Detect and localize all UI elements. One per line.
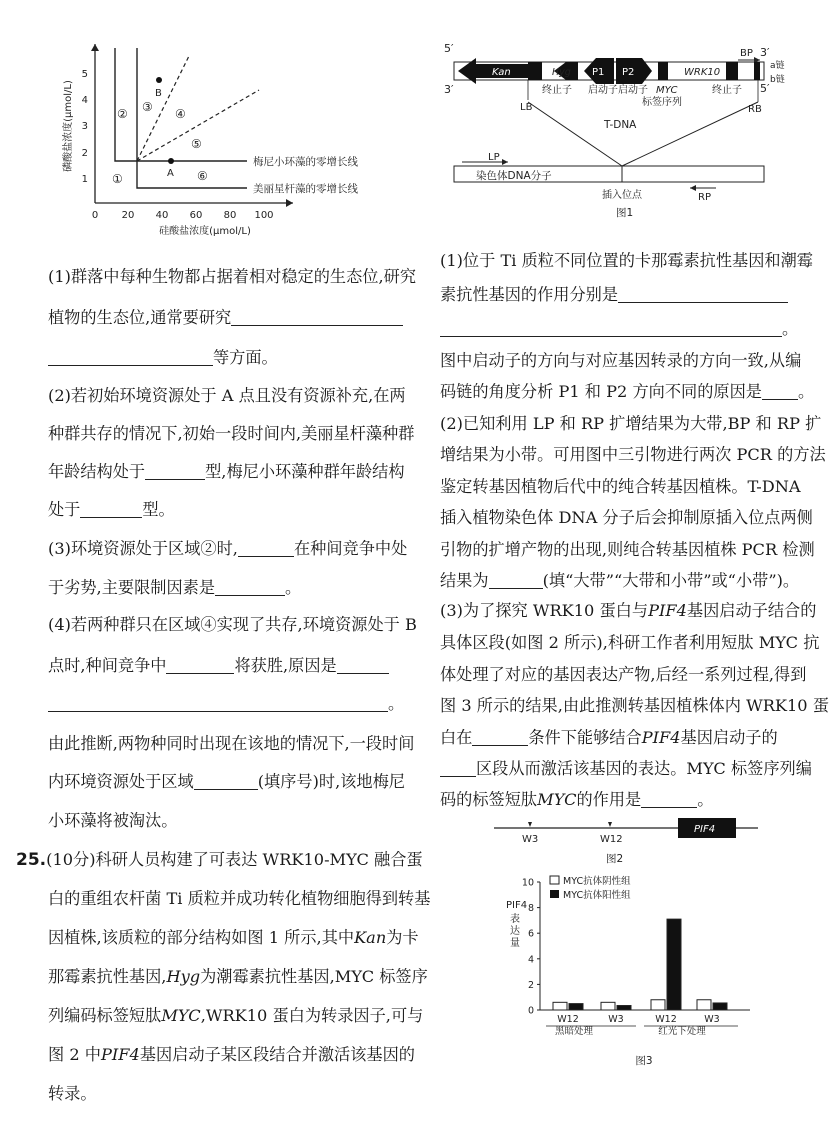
w12-site-label: W12 <box>600 834 623 845</box>
gene-pif4: PIF4 <box>641 728 681 747</box>
q1-line: 等方面。 <box>213 348 278 367</box>
myc-tag-block <box>658 62 668 80</box>
myc-label: MYC <box>656 85 678 96</box>
q4-line: 由此推断,两物种同时出现在该地的情况下,一段时间 <box>48 734 415 753</box>
q4-line: 点时,种间竞争中 <box>48 656 167 675</box>
x-tick: 80 <box>223 210 237 221</box>
figure-2-caption: 图2 <box>606 853 624 865</box>
r1-line: 图中启动子的方向与对应基因转录的方向一致,从编 <box>440 351 802 370</box>
bar-positive <box>713 1003 727 1010</box>
y-tick-label: 2 <box>527 979 534 991</box>
bar-negative <box>601 1002 615 1010</box>
point-a <box>168 158 174 164</box>
q25-line: 为卡 <box>386 928 419 947</box>
phase-diagram <box>55 38 395 243</box>
y-tick: 1 <box>81 174 88 185</box>
region-6: ⑥ <box>197 169 208 183</box>
q25-line: 因植株,该质粒的部分结构如图 1 所示,其中 <box>48 928 355 947</box>
q4-line: 将获胜,原因是 <box>234 656 337 675</box>
rb-label: RB <box>748 104 762 115</box>
chart-ylabel-4: 量 <box>510 938 520 949</box>
y-tick-label: 10 <box>521 877 534 889</box>
wrk10-label: WRK10 <box>684 67 721 78</box>
category-label: W12 <box>557 1014 579 1025</box>
bar-negative <box>651 1000 665 1010</box>
x-ticks <box>92 210 274 221</box>
answer-blank[interactable] <box>489 572 543 589</box>
y-tick-label: 6 <box>527 928 534 940</box>
figure-3-bar-chart <box>494 870 774 1075</box>
q4-line: (填序号)时,该地梅尼 <box>257 772 405 791</box>
x-tick: 0 <box>91 210 99 221</box>
figure-1-plasmid <box>436 40 792 230</box>
r3-line: 区段从而激活该基因的表达。MYC 标签序列编 <box>476 759 812 778</box>
chart-ylabel-1: PIF4 <box>506 900 528 911</box>
wrk10-terminator-label: 终止子 <box>712 85 742 96</box>
w3-site-label: W3 <box>522 834 539 845</box>
p1-label: P1 <box>592 67 605 78</box>
r3-line: 基因启动子的 <box>680 728 778 747</box>
y-tick: 3 <box>81 121 88 132</box>
b-chain-label: b链 <box>770 75 785 85</box>
primer-rp-label: RP <box>698 192 711 203</box>
lb-label: LB <box>520 102 533 113</box>
r3-line: 码的标签短肽 <box>440 790 538 809</box>
y-axis-label: 磷酸盐浓度(μmol/L) <box>63 80 74 172</box>
x-tick: 100 <box>254 210 274 221</box>
x-axis-label: 硅酸盐浓度(μmol/L) <box>159 226 251 237</box>
q2-line: 型,梅尼小环藻种群年龄结构 <box>205 462 405 481</box>
peptide-myc: MYC <box>161 1006 201 1025</box>
q4-line: (4)若两种群只在区域④实现了共存,环境资源处于 B <box>48 615 417 634</box>
r2-line: 增结果为小带。可用图中三引物进行两次 PCR 的方法 <box>440 445 826 464</box>
y-tick: 5 <box>81 69 88 80</box>
answer-blank[interactable] <box>48 349 213 366</box>
y-ticks <box>82 69 88 185</box>
bar-positive <box>569 1004 583 1010</box>
q25-line: ,WRK10 蛋白为转录因子,可与 <box>200 1006 424 1025</box>
y-tick-label: 0 <box>527 1005 534 1017</box>
chromosome-label: 染色体DNA分子 <box>476 170 552 182</box>
q3-line: 。 <box>285 578 302 597</box>
bar-positive <box>617 1006 631 1010</box>
legend-positive: MYC抗体阳性组 <box>563 890 631 901</box>
p1-promoter-label: 启动子 <box>588 85 618 96</box>
r3-line: 基因启动子结合的 <box>686 601 817 620</box>
q25-line: 列编码标签短肽 <box>48 1006 162 1025</box>
group-label-dark: 黑暗处理 <box>554 1026 594 1037</box>
answer-blank[interactable] <box>440 760 476 777</box>
rb-border <box>754 62 760 80</box>
line1-label: 梅尼小环藻的零增长线 <box>253 156 358 168</box>
pif4-box-label: PIF4 <box>694 824 716 835</box>
category-label: W3 <box>608 1014 624 1025</box>
q2-line: (2)若初始环境资源处于 A 点且没有资源补充,在两 <box>48 386 406 405</box>
meini-zero-growth-line <box>115 48 247 161</box>
answer-blank[interactable] <box>337 657 389 674</box>
q1-line: (1)群落中每种生物都占据着相对稳定的生态位,研究 <box>48 267 417 286</box>
line2-label: 美丽星杆藻的零增长线 <box>253 183 358 195</box>
r1-line: (1)位于 Ti 质粒不同位置的卡那霉素抗性基因和潮霉 <box>440 251 813 270</box>
q25-line: (10分)科研人员构建了可表达 WRK10-MYC 融合蛋 <box>46 850 423 869</box>
answer-blank[interactable] <box>80 501 142 518</box>
category-label: W12 <box>655 1014 677 1025</box>
lb-border <box>528 62 536 80</box>
answer-blank[interactable] <box>48 695 388 712</box>
q4-line: 小环藻将被淘汰。 <box>48 811 178 830</box>
figure-3-caption: 图3 <box>635 1055 653 1067</box>
q25-line: 图 2 中 <box>48 1045 101 1064</box>
r2-line: 鉴定转基因植物后代中的纯合转基因植株。T-DNA <box>440 477 801 496</box>
chart-ylabel-3: 达 <box>510 926 520 937</box>
legend-negative: MYC抗体阴性组 <box>563 876 631 887</box>
r2-line: 插入植物染色体 DNA 分子后会抑制原插入位点两侧 <box>440 508 813 527</box>
wrk10-terminator <box>726 62 738 80</box>
figure-1-caption: 图1 <box>616 207 634 219</box>
q25-line: 为潮霉素抗性基因,MYC 标签序 <box>200 967 428 986</box>
r2-line: (2)已知利用 LP 和 RP 扩增结果为大带,BP 和 RP 扩 <box>440 414 822 433</box>
q3-line: (3)环境资源处于区域②时, <box>48 539 238 558</box>
a-chain-label: a链 <box>770 61 785 71</box>
answer-blank[interactable] <box>145 463 205 480</box>
answer-blank[interactable] <box>238 540 294 557</box>
q4-line: 。 <box>388 694 405 713</box>
gene-kan: Kan <box>354 928 387 947</box>
figure-2-promoter <box>490 812 770 868</box>
region-2: ② <box>117 107 128 121</box>
myc-seq-label: 标签序列 <box>642 97 682 108</box>
bar-negative <box>697 1000 711 1010</box>
r3-line: 条件下能够结合 <box>528 728 642 747</box>
r3-line: 具体区段(如图 2 所示),科研工作者利用短肽 MYC 抗 <box>440 633 820 652</box>
hyg-terminator-label: 终止子 <box>542 85 572 96</box>
label-3prime-right: 3′ <box>760 46 770 59</box>
q4-line: 内环境资源处于区域 <box>48 772 194 791</box>
r3-line: 的作用是 <box>576 790 642 809</box>
q2-line: 年龄结构处于 <box>48 462 146 481</box>
answer-blank[interactable] <box>762 383 798 400</box>
primer-bp-label: BP <box>740 48 753 59</box>
q25-line: 白的重组农杆菌 Ti 质粒并成功转化植物细胞得到转基 <box>48 889 431 908</box>
q2-line: 型。 <box>142 500 175 519</box>
x-tick: 60 <box>189 210 203 221</box>
q2-line: 处于 <box>48 500 81 519</box>
group-label-red: 红光下处理 <box>658 1026 706 1037</box>
meili-zero-growth-line <box>137 48 247 188</box>
q3-line: 于劣势,主要限制因素是 <box>48 578 216 597</box>
r3-line: 体处理了对应的基因表达产物,后经一系列过程,得到 <box>440 665 807 684</box>
point-b <box>156 77 162 83</box>
label-5prime-right: 5′ <box>760 82 770 95</box>
label-5prime: 5′ <box>444 42 454 55</box>
bar-negative <box>553 1002 567 1010</box>
p2-label: P2 <box>622 67 635 78</box>
r1-line: 。 <box>797 382 815 401</box>
r1-line: 。 <box>782 319 799 338</box>
y-tick: 2 <box>81 148 88 159</box>
gene-hyg: Hyg <box>166 967 201 986</box>
y-tick-label: 4 <box>527 954 534 966</box>
r2-line: (填“大带”“大带和小带”或“小带”)。 <box>542 571 800 590</box>
chart-ylabel-2: 表 <box>510 914 520 925</box>
q1-line: 植物的生态位,通常要研究 <box>48 308 232 327</box>
answer-blank[interactable] <box>440 320 782 337</box>
p2-promoter-label: 启动子 <box>618 85 648 96</box>
r3-line: 白在 <box>440 728 473 747</box>
q25-line: 基因启动子某区段结合并激活该基因的 <box>139 1045 415 1064</box>
answer-blank[interactable] <box>641 791 697 808</box>
region-5: ⑤ <box>191 137 202 151</box>
point-a-label: A <box>167 168 174 179</box>
answer-blank[interactable] <box>166 657 234 674</box>
q25-line: 转录。 <box>48 1084 97 1103</box>
tdna-label: T-DNA <box>604 119 637 131</box>
gene-pif4: PIF4 <box>648 601 687 620</box>
bar-positive <box>667 919 681 1010</box>
region-4: ④ <box>175 107 186 121</box>
kan-label: Kan <box>492 67 511 78</box>
answer-blank[interactable] <box>194 773 258 790</box>
answer-blank[interactable] <box>472 729 528 746</box>
r2-line: 结果为 <box>440 571 489 590</box>
answer-blank[interactable] <box>618 286 788 303</box>
x-tick: 40 <box>155 210 169 221</box>
q2-line: 种群共存的情况下,初始一段时间内,美丽星杆藻种群 <box>48 424 415 443</box>
y-tick: 4 <box>81 95 88 106</box>
q3-line: 在种间竞争中处 <box>293 539 408 558</box>
y-tick-label: 8 <box>527 903 534 915</box>
answer-blank[interactable] <box>231 309 403 326</box>
r3-line: (3)为了探究 WRK10 蛋白与 <box>440 601 649 620</box>
gene-pif4: PIF4 <box>100 1045 140 1064</box>
insertion-site-label: 插入位点 <box>602 190 642 201</box>
peptide-myc: MYC <box>537 790 577 809</box>
r3-line: 。 <box>697 790 714 809</box>
r1-line: 素抗性基因的作用分别是 <box>440 285 619 304</box>
primer-lp-label: LP <box>488 152 500 163</box>
r1-line: 码链的角度分析 P1 和 P2 方向不同的原因是 <box>440 382 762 401</box>
category-label: W3 <box>704 1014 720 1025</box>
r2-line: 引物的扩增产物的出现,则纯合转基因植株 PCR 检测 <box>440 540 815 559</box>
q25-line: 那霉素抗性基因, <box>48 967 167 986</box>
region-3: ③ <box>142 100 153 114</box>
x-tick: 20 <box>121 210 135 221</box>
region-1: ① <box>112 172 123 186</box>
hyg-label: Hyg <box>552 67 571 78</box>
label-3prime: 3′ <box>444 83 454 96</box>
r3-line: 图 3 所示的结果,由此推测转基因植株体内 WRK10 蛋 <box>440 696 829 715</box>
question-number: 25. <box>16 850 47 870</box>
point-b-label: B <box>155 88 162 99</box>
answer-blank[interactable] <box>215 579 285 596</box>
